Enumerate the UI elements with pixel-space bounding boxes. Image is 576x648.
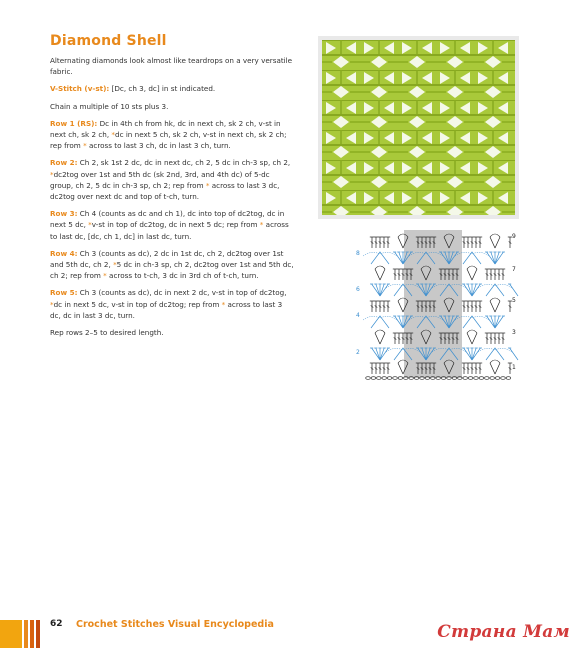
- shell-stitch: [495, 316, 499, 328]
- shell-stitch: [495, 252, 499, 264]
- page-number: 62: [50, 619, 63, 629]
- row-text: dc in next 5 ch, sk 2 ch, v-st in next ch, sk 2 ch; rep from: [50, 130, 287, 151]
- row-number-label: 6: [356, 286, 360, 293]
- v-stitch: [490, 301, 500, 312]
- shell-stitch: [395, 252, 403, 264]
- chain-arc: [363, 316, 397, 320]
- row-number-label: 9: [512, 233, 516, 240]
- vstitch-definition: [50, 83, 295, 94]
- row-instruction: [50, 287, 295, 321]
- shell-stitch: [380, 348, 388, 360]
- shell-stitch: [495, 252, 503, 264]
- chain-stitch: [490, 377, 495, 380]
- swatch-photo: [322, 40, 515, 215]
- v-stitch: [490, 363, 500, 374]
- dc2tog-stitch: [371, 252, 389, 264]
- stitch-chart: [352, 228, 522, 383]
- shell-stitch: [380, 284, 384, 296]
- repeat-asterisk: *: [259, 220, 264, 230]
- row-instructions: [50, 118, 295, 321]
- dc2tog-stitch: [463, 252, 481, 264]
- chain-stitch: [479, 377, 484, 380]
- repeat-asterisk: *: [50, 169, 54, 179]
- dc2tog-stitch: [371, 316, 389, 328]
- row-number-label: 3: [512, 329, 516, 336]
- row-text: across to last 3 ch, dc in last 3 ch, turn.: [86, 141, 231, 151]
- vstitch-label: V-Stitch (v-st):: [50, 84, 110, 94]
- row-text: across to last 3 dc, dc2tog over next dc and top of t-ch, turn.: [50, 180, 280, 202]
- vstitch-text: [Dc, ch 3, dc] in st indicated.: [109, 84, 216, 94]
- watermark-logo: Страна Мам: [437, 622, 570, 642]
- chain-stitch: [387, 377, 392, 380]
- pattern-title: Diamond Shell: [50, 33, 167, 49]
- shell-stitch: [510, 348, 518, 360]
- row-instruction: [50, 248, 295, 282]
- row-number-label: 7: [512, 266, 516, 273]
- chain-stitch: [398, 377, 403, 380]
- shell-stitch: [487, 252, 495, 264]
- shell-stitch: [464, 348, 472, 360]
- v-stitch: [490, 237, 500, 248]
- repeat-asterisk: *: [113, 260, 117, 270]
- repeat-asterisk: *: [88, 220, 92, 230]
- shell-stitch: [380, 284, 388, 296]
- chain-note: Chain a multiple of 10 sts plus 3.: [50, 101, 169, 111]
- chain-stitch: [501, 377, 506, 380]
- shell-stitch: [372, 284, 380, 296]
- row-number-label: 5: [512, 297, 516, 304]
- row-text: Ch 3 (counts as dc), 2 dc in 1st dc, ch 2, dc2tog over 1st and 5th dc, ch 2,: [50, 248, 284, 270]
- chain-stitch: [474, 377, 479, 380]
- chain-stitch: [366, 377, 371, 380]
- book-title: Crochet Stitches Visual Encyclopedia: [76, 619, 274, 630]
- shell-stitch: [472, 284, 476, 296]
- chain-arc: [478, 348, 512, 352]
- repeat-asterisk: *: [205, 180, 210, 190]
- shell-stitch: [376, 348, 380, 360]
- repeat-note: Rep rows 2–5 to desired length.: [50, 328, 164, 338]
- chain-stitch: [468, 377, 473, 380]
- row-label: Row 1 (RS):: [50, 118, 98, 128]
- footer-color-bars: [0, 620, 50, 648]
- chain-stitch: [506, 377, 511, 380]
- shell-stitch: [491, 252, 495, 264]
- chain-stitch: [371, 377, 376, 380]
- shell-stitch: [376, 284, 380, 296]
- row-instruction: [50, 157, 295, 202]
- row-number-label: 4: [356, 312, 360, 319]
- repeat-asterisk: *: [50, 299, 54, 309]
- row-text: v-st in top of dc2tog, dc in next 5 dc; rep from: [91, 220, 260, 230]
- row-text: Dc in 4th ch from hk, dc in next ch, sk 2 ch, v-st in next ch, sk 2 ch,: [50, 118, 281, 140]
- v-stitch: [467, 333, 477, 344]
- shell-stitch: [395, 316, 403, 328]
- shell-stitch: [468, 284, 472, 296]
- chain-arc: [363, 252, 397, 256]
- shell-stitch: [491, 316, 495, 328]
- shell-stitch: [487, 316, 495, 328]
- shell-stitch: [472, 348, 480, 360]
- row-label: Row 3:: [50, 209, 78, 219]
- dc2tog-stitch: [486, 284, 504, 296]
- repeat-asterisk: *: [111, 130, 116, 140]
- repeat-asterisk: *: [221, 299, 226, 309]
- shell-stitch: [472, 284, 480, 296]
- repeat-asterisk: *: [103, 271, 107, 281]
- dc2tog-stitch: [463, 316, 481, 328]
- chain-stitch: [377, 377, 382, 380]
- shell-stitch: [399, 252, 403, 264]
- row-text: across to t-ch, 3 dc in 3rd ch of t-ch, turn.: [106, 271, 259, 281]
- row-instruction: [50, 208, 295, 242]
- shell-stitch: [468, 348, 472, 360]
- repeat-asterisk: *: [83, 141, 87, 151]
- row-label: Row 4:: [50, 248, 78, 258]
- shell-stitch: [464, 284, 472, 296]
- intro-text: Alternating diamonds look almost like teardrops on a very versatile fabric.: [50, 56, 293, 77]
- v-stitch: [467, 269, 477, 280]
- row-label: Row 5:: [50, 288, 78, 298]
- chain-arc: [478, 284, 512, 288]
- row-text: across to last dc, [dc, ch 1, dc] in last dc, turn.: [50, 220, 289, 241]
- instructions: [50, 55, 295, 344]
- shell-stitch: [380, 348, 384, 360]
- row-text: across to last 3 dc, dc in last 3 dc, turn.: [50, 299, 283, 320]
- chain-stitch: [393, 377, 398, 380]
- row-text: dc in next 5 dc, v-st in top of dc2tog; rep from: [53, 299, 222, 309]
- chain-stitch: [495, 377, 500, 380]
- v-stitch: [375, 333, 385, 344]
- chain-stitch: [463, 377, 468, 380]
- shell-stitch: [495, 316, 503, 328]
- row-text: Ch 2, sk 1st 2 dc, dc in next dc, ch 2, 5 dc in ch-3 sp, ch 2,: [77, 158, 291, 168]
- row-number-label: 1: [512, 364, 516, 371]
- row-text: 5 dc in ch-3 sp, ch 2, dc2tog over 1st and 5th dc, ch 2; rep from: [50, 260, 294, 281]
- row-label: Row 2:: [50, 158, 78, 168]
- shell-stitch: [399, 316, 403, 328]
- shell-stitch: [472, 348, 476, 360]
- dc2tog-stitch: [486, 348, 504, 360]
- shell-stitch: [372, 348, 380, 360]
- row-text: Ch 4 (counts as dc and ch 1), dc into top of dc2tog, dc in next 5 dc,: [50, 209, 285, 230]
- row-number-label: 2: [356, 349, 360, 356]
- chain-stitch: [485, 377, 490, 380]
- row-text: Ch 3 (counts as dc), dc in next 2 dc, v-st in top of dc2tog,: [77, 288, 287, 298]
- v-stitch: [375, 269, 385, 280]
- row-instruction: [50, 118, 295, 152]
- shell-stitch: [510, 284, 518, 296]
- row-number-label: 8: [356, 250, 360, 257]
- chain-stitch: [382, 377, 387, 380]
- row-text: dc2tog over 1st and 5th dc (sk 2nd, 3rd, and 4th dc) of 5-dc group, ch 2, 5 dc in ch-3 sp, ch 2; rep from: [50, 169, 270, 190]
